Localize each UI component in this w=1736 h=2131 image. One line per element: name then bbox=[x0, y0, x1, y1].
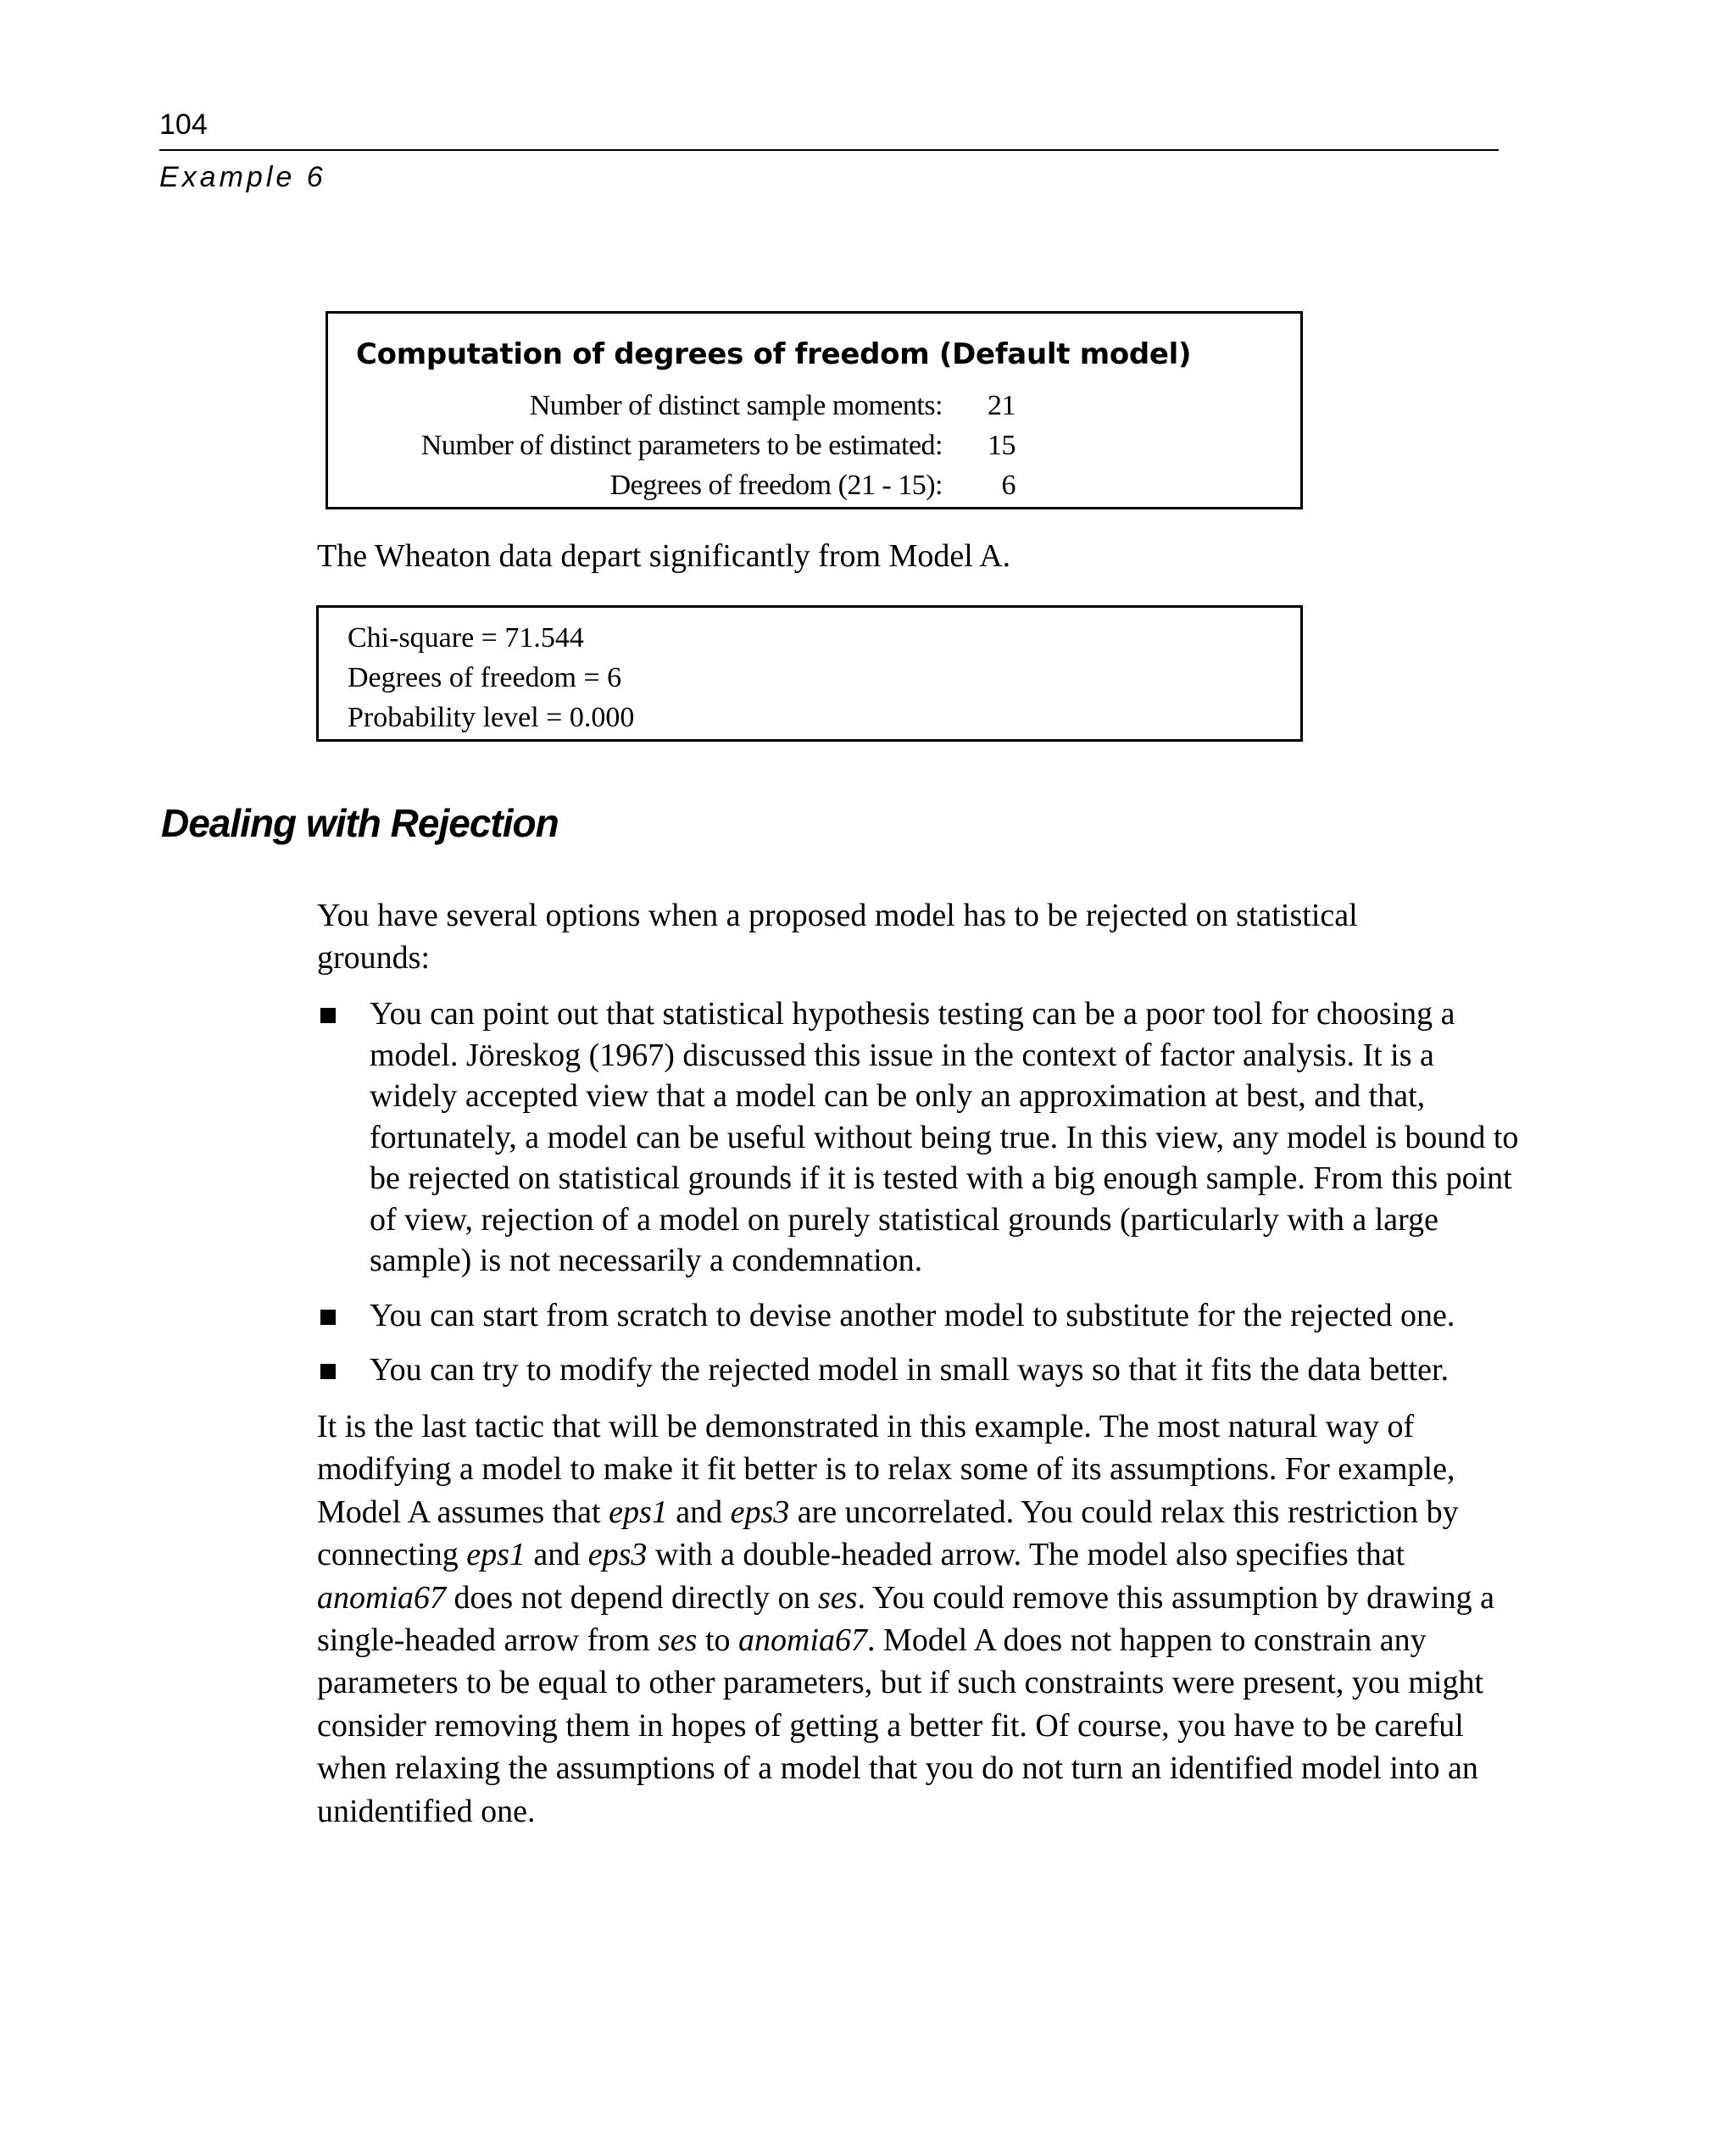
text-run: to bbox=[697, 1622, 739, 1659]
variable-name: eps3 bbox=[730, 1494, 790, 1530]
variable-name: anomia67 bbox=[317, 1579, 446, 1616]
variable-name: eps3 bbox=[587, 1537, 648, 1573]
text-run: with a double-headed arrow. The model also specifies that bbox=[647, 1537, 1405, 1573]
variable-name: ses bbox=[818, 1579, 858, 1616]
chi-square-line: Chi-square = 71.544 bbox=[348, 622, 584, 654]
dof-row bbox=[328, 430, 1300, 469]
dof-table-title: Computation of degrees of freedom (Default model) bbox=[356, 337, 1192, 371]
square-bullet-icon bbox=[320, 1310, 336, 1325]
dof-row-value: 6 bbox=[1001, 470, 1015, 501]
variable-name: eps1 bbox=[609, 1494, 668, 1530]
variable-name: ses bbox=[658, 1622, 698, 1659]
square-bullet-icon bbox=[320, 1008, 336, 1023]
square-bullet-icon bbox=[320, 1364, 336, 1379]
chi-square-results-box bbox=[316, 605, 1303, 742]
running-head: Example 6 bbox=[159, 161, 326, 193]
degrees-of-freedom-line: Degrees of freedom = 6 bbox=[348, 662, 622, 693]
text-run: does not depend directly on bbox=[446, 1579, 819, 1616]
dof-row-label: Number of distinct sample moments: bbox=[529, 390, 943, 421]
list-item-text: You can point out that statistical hypothesis testing can be a poor tool for choosing a model. Jöreskog (1967) discussed this issue in the context of factor analysis. It is a widely accepted view that a model can be only an approximation at best, and that, fortunately, a model can be useful without being true. In this view, any model is bound to be rejected on statistical grounds if it is tested with a big enough sample. From this point of view, rejection of a model on purely statistical grounds (particularly with a large sample) is not necessarily a condemnation. bbox=[370, 996, 1519, 1278]
variable-name: anomia67 bbox=[738, 1622, 868, 1659]
header-rule bbox=[159, 149, 1499, 151]
lead-sentence: The Wheaton data depart significantly from Model A. bbox=[317, 538, 1011, 574]
dof-row-value: 15 bbox=[988, 430, 1015, 461]
dof-row bbox=[328, 470, 1300, 509]
section-heading: Dealing with Rejection bbox=[161, 801, 559, 845]
list-item-text: You can start from scratch to devise another model to substitute for the rejected one. bbox=[370, 1297, 1455, 1333]
list-item-text: You can try to modify the rejected model in small ways so that it fits the data better. bbox=[370, 1352, 1449, 1388]
list-item bbox=[317, 993, 1521, 1282]
dof-row bbox=[328, 390, 1300, 429]
dof-row-label: Number of distinct parameters to be estimated: bbox=[420, 430, 943, 461]
text-run: . Model A does not happen to constrain any parameters to be equal to other parameters, but if such constraints were present, you might consider removing them in hopes of getting a better fit. Of course, you have to be careful when relaxing the assumptions of a model that you do not turn an identified model into an unidentified one. bbox=[317, 1622, 1483, 1829]
dof-row-value: 21 bbox=[988, 390, 1015, 421]
degrees-of-freedom-table bbox=[326, 311, 1303, 509]
probability-level-line: Probability level = 0.000 bbox=[348, 702, 635, 733]
list-item bbox=[317, 1349, 1521, 1391]
intro-paragraph: You have several options when a proposed model has to be rejected on statistical grounds: bbox=[317, 898, 1358, 976]
text-run: and bbox=[525, 1537, 588, 1573]
text-run: . You could remove this assumption by drawing a single-headed arrow from bbox=[317, 1579, 1494, 1659]
list-item bbox=[317, 1295, 1521, 1337]
variable-name: eps1 bbox=[466, 1537, 526, 1573]
closing-paragraph bbox=[317, 1405, 1504, 1833]
text-run: are uncorrelated. You could relax this restriction by connecting bbox=[317, 1494, 1459, 1573]
options-list bbox=[317, 993, 1521, 1405]
text-run: and bbox=[667, 1494, 731, 1530]
text-run: It is the last tactic that will be demonstrated in this example. The most natural way of modifying a model to make it fit better is to relax some of its assumptions. For example, Model A assumes that bbox=[317, 1409, 1455, 1530]
page-number: 104 bbox=[159, 108, 208, 141]
dof-row-label: Degrees of freedom (21 - 15): bbox=[609, 470, 943, 501]
